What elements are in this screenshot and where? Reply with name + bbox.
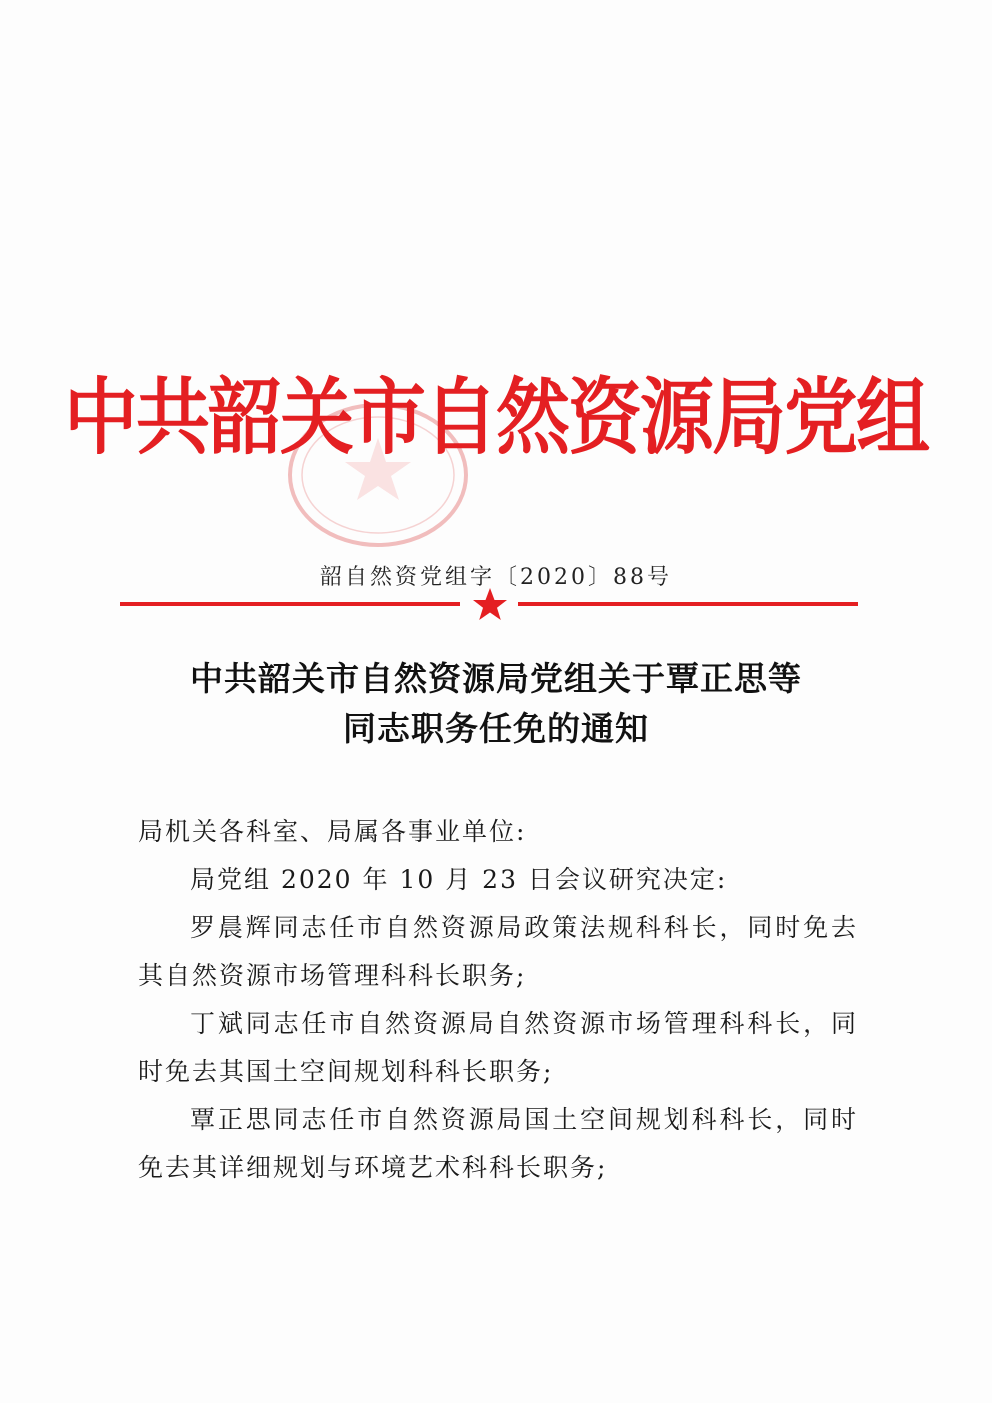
notice-title-line-2: 同志职务任免的通知 [343,709,649,748]
document-body [138,808,858,1192]
star-icon [471,586,509,624]
issuer-header: 中共韶关市自然资源局党组 [64,369,928,467]
paragraph-2: 罗晨辉同志任市自然资源局政策法规科科长，同时免去其自然资源市场管理科科长职务; [138,913,858,990]
paragraph-1: 局党组 2020 年 10 月 23 日会议研究决定: [190,865,728,894]
notice-title [0,654,992,754]
addressee: 局机关各科室、局属各事业单位: [138,817,527,846]
paragraph-3: 丁斌同志任市自然资源局自然资源市场管理科科长，同时免去其国土空间规划科科长职务; [138,1009,858,1086]
paragraph-4: 覃正思同志任市自然资源局国土空间规划科科长，同时免去其详细规划与环境艺术科科长职务; [138,1105,858,1182]
notice-title-line-1: 中共韶关市自然资源局党组关于覃正思等 [190,659,802,698]
red-divider-left [120,602,460,606]
document-number: 韶自然资党组字〔2020〕88号 [320,565,672,590]
red-divider-right [518,602,858,606]
